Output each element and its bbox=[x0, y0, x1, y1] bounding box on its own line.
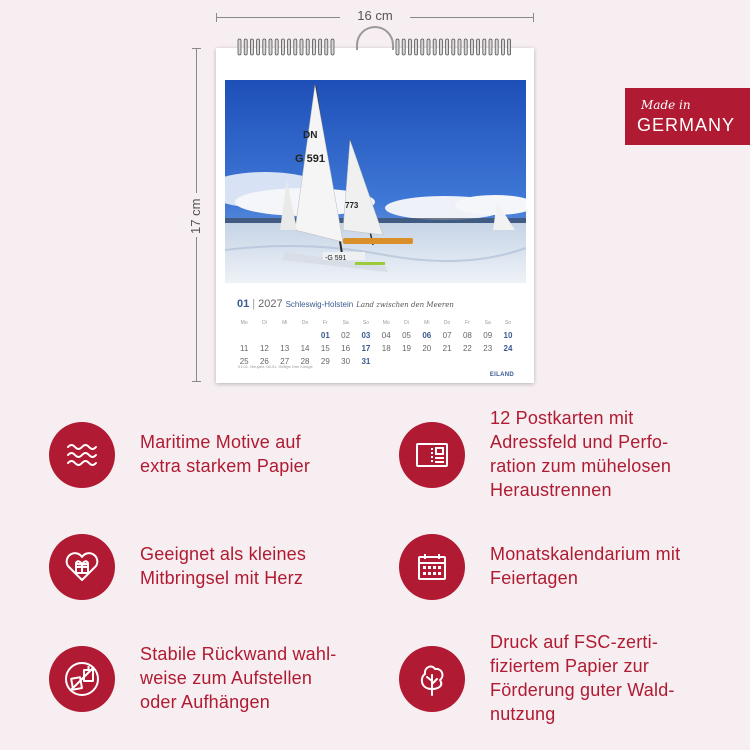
calendar-product bbox=[216, 48, 534, 383]
feature-backing-line-2: weise zum Aufstellen bbox=[140, 668, 313, 688]
calendar-day: 06 bbox=[422, 331, 432, 340]
waves-icon bbox=[49, 422, 115, 488]
calendar-grid bbox=[234, 316, 524, 368]
calendar-day: 25 bbox=[239, 357, 249, 366]
hanger-hook bbox=[356, 26, 394, 50]
calendar-day: 20 bbox=[422, 344, 432, 353]
calendar-day: 12 bbox=[259, 344, 269, 353]
calendar-week-row bbox=[234, 342, 524, 355]
heart-gift-icon bbox=[49, 534, 115, 600]
feature-gift-line-2: Mitbringsel mit Herz bbox=[140, 568, 304, 588]
svg-text:-G 591: -G 591 bbox=[325, 255, 347, 262]
calendar-day: 03 bbox=[361, 331, 371, 340]
feature-calendarium-line-1: Monatskalendarium mit bbox=[490, 544, 681, 564]
feature-gift-line-1: Geeignet als kleines bbox=[140, 544, 307, 564]
calendar-day: 07 bbox=[442, 331, 452, 340]
calendar-month-header: 01 | 2027 Schleswig-Holstein Land zwischen den Meeren bbox=[237, 298, 454, 310]
calendar-icon bbox=[399, 534, 465, 600]
postcard-icon bbox=[399, 422, 465, 488]
calendar-day: 04 bbox=[381, 331, 391, 340]
calendar-day: 27 bbox=[280, 357, 290, 366]
feature-postcards-line-1: 12 Postkarten mit bbox=[490, 408, 634, 428]
weekday-label: Mi bbox=[282, 319, 288, 326]
calendar-day: 02 bbox=[341, 331, 351, 340]
weekday-label: Fr bbox=[465, 319, 470, 326]
calendar-day: 15 bbox=[320, 344, 330, 353]
sail-number-dn: DN bbox=[303, 130, 318, 141]
holiday-footnote: 01.01. Neujahr, 06.01. Heilige Drei Könige bbox=[238, 364, 313, 369]
calendar-day: 19 bbox=[402, 344, 411, 353]
badge-country: GERMANY bbox=[637, 115, 736, 135]
calendar-day: 30 bbox=[341, 357, 351, 366]
calendar-day: 11 bbox=[239, 344, 249, 353]
feature-postcards-line-2: Adressfeld und Perfo- bbox=[490, 432, 669, 452]
sail-number-second: 773 bbox=[345, 201, 359, 210]
height-label: 17 cm bbox=[188, 198, 203, 234]
feature-fsc-line-1: Druck auf FSC-zerti- bbox=[490, 632, 659, 652]
feature-fsc-line-2: fiziertem Papier zur bbox=[490, 656, 650, 676]
width-dimension bbox=[216, 8, 534, 23]
year: 2027 bbox=[258, 298, 283, 310]
calendar-week-row bbox=[234, 329, 524, 342]
calendar-day: 24 bbox=[503, 344, 513, 353]
cover-photo bbox=[225, 80, 526, 283]
feature-fsc-line-4: nutzung bbox=[490, 704, 556, 724]
calendar-day: 18 bbox=[381, 344, 391, 353]
weekday-label: So bbox=[362, 319, 369, 326]
calendar-day: 09 bbox=[483, 331, 493, 340]
calendar-day: 31 bbox=[361, 357, 371, 366]
feature-postcards-line-4: Heraustrennen bbox=[490, 480, 612, 500]
weekday-header-row bbox=[234, 316, 524, 329]
region-tagline: Land zwischen den Meeren bbox=[356, 301, 454, 309]
weekday-label: Mi bbox=[424, 319, 430, 326]
height-dimension bbox=[188, 48, 203, 382]
weekday-label: Mo bbox=[382, 319, 390, 326]
tree-icon bbox=[399, 646, 465, 712]
stand-hang-icon bbox=[49, 646, 115, 712]
feature-backing-line-3: oder Aufhängen bbox=[140, 692, 270, 712]
calendar-day: 17 bbox=[361, 344, 371, 353]
weekday-label: Do bbox=[443, 319, 451, 326]
feature-calendarium-line-2: Feiertagen bbox=[490, 568, 579, 588]
calendar-day: 26 bbox=[259, 357, 269, 366]
calendar-day: 01 bbox=[320, 331, 330, 340]
calendar-day: 28 bbox=[300, 357, 310, 366]
sail-number-main: G 591 bbox=[295, 153, 325, 165]
calendar-day: 22 bbox=[462, 344, 472, 353]
width-label: 16 cm bbox=[357, 8, 393, 23]
feature-maritime-line-2: extra starkem Papier bbox=[140, 456, 311, 476]
feature-postcards-line-3: ration zum mühelosen bbox=[490, 456, 672, 476]
calendar-day: 08 bbox=[462, 331, 472, 340]
calendar-day: 29 bbox=[320, 357, 330, 366]
weekday-label: Mo bbox=[240, 319, 248, 326]
weekday-label: So bbox=[504, 319, 512, 326]
calendar-day: 14 bbox=[300, 344, 310, 353]
region-title: Schleswig-Holstein bbox=[285, 300, 354, 309]
badge-made-in: Made in bbox=[641, 98, 691, 112]
calendar-day: 05 bbox=[402, 331, 411, 340]
calendar-day: 10 bbox=[503, 331, 513, 340]
calendar-day: 13 bbox=[280, 344, 290, 353]
calendar-day: 21 bbox=[442, 344, 452, 353]
weekday-label: Sa bbox=[342, 319, 349, 326]
weekday-label: Do bbox=[301, 319, 309, 326]
weekday-label: Di bbox=[262, 319, 267, 326]
feature-fsc-line-3: Förderung guter Wald- bbox=[490, 680, 675, 700]
feature-maritime-line-1: Maritime Motive auf bbox=[140, 432, 301, 452]
weekday-label: Fr bbox=[322, 319, 328, 326]
made-in-germany-badge bbox=[625, 88, 750, 145]
brand-logo: EILAND bbox=[489, 372, 514, 378]
calendar-day: 16 bbox=[341, 344, 351, 353]
feature-backing-line-1: Stabile Rückwand wahl- bbox=[140, 644, 337, 664]
month-number: 01 bbox=[237, 298, 250, 310]
weekday-label: Di bbox=[404, 319, 409, 326]
weekday-label: Sa bbox=[484, 319, 491, 326]
calendar-day: 23 bbox=[483, 344, 493, 353]
